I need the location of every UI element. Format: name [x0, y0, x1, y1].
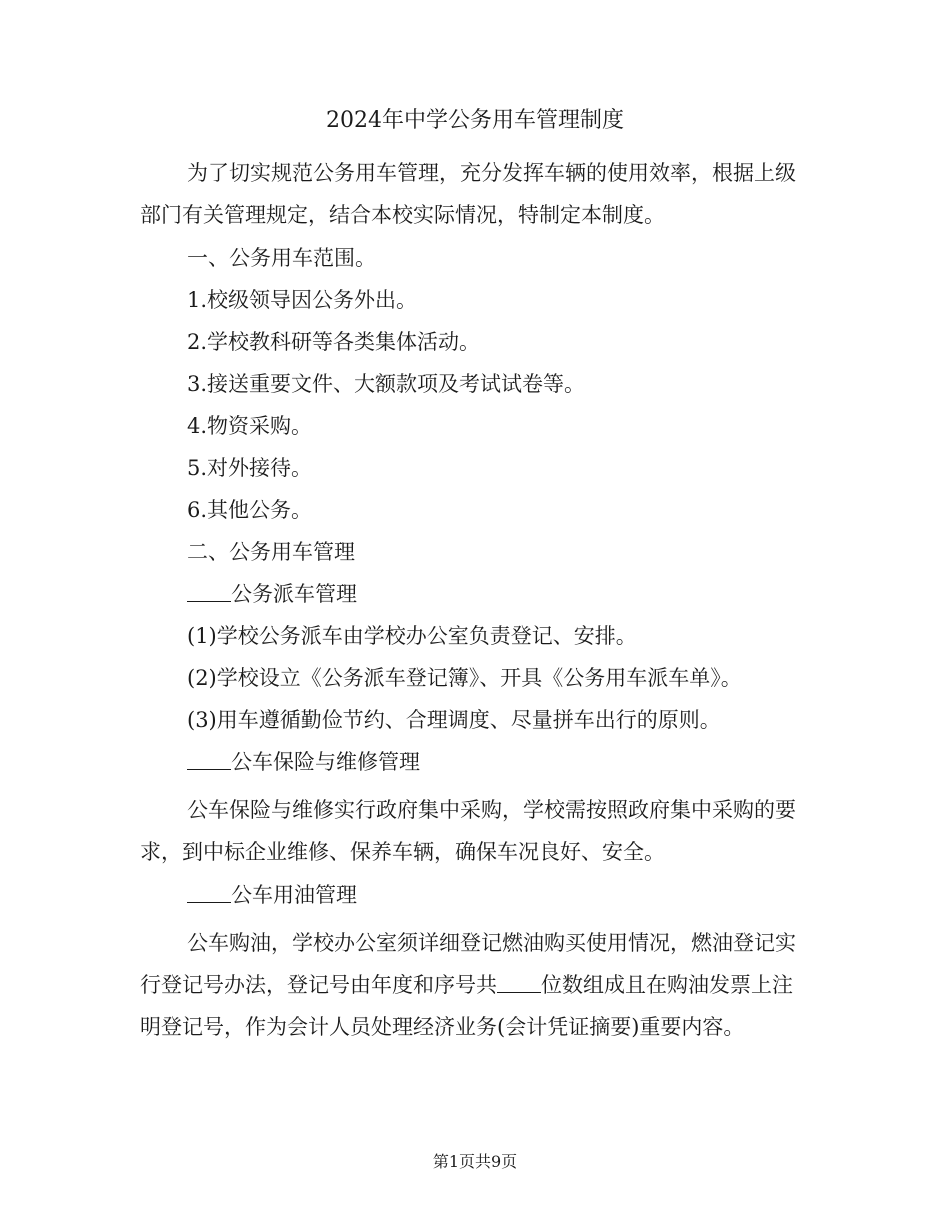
intro-paragraph: 为了切实规范公务用车管理，充分发挥车辆的使用效率，根据上级部门有关管理规定，结合本校实际情况，特制定本制度。 [140, 161, 796, 227]
section1-item-2: 2.学校教科研等各类集体活动。 [187, 330, 481, 354]
sub2-heading-line [140, 747, 805, 778]
sub3-heading: 公车用油管理 [231, 883, 357, 907]
section1-item-3: 3.接送重要文件、大额款项及考试试卷等。 [187, 372, 586, 396]
blank-underline [497, 970, 541, 993]
sub1-item-3: (3)用车遵循勤俭节约、合理调度、尽量拼车出行的原则。 [187, 708, 721, 732]
section1-item-5: 5.对外接待。 [187, 456, 313, 480]
section1-item-6: 6.其他公务。 [187, 498, 313, 522]
sub3-heading-line [140, 880, 805, 911]
sub3-paragraph [140, 922, 805, 1048]
sub1-item-2: (2)学校设立《公务派车登记簿》、开具《公务用车派车单》。 [187, 666, 742, 690]
document-title: 2024年中学公务用车管理制度 [326, 108, 624, 133]
sub3-text-b: 位数组成且在购油发票上注明登记号，作为会计人员处理经济业务(会计凭证摘要)重要内容。 [140, 973, 793, 1039]
blank-underline [187, 880, 231, 903]
sub3-text-a: 公车购油，学校办公室须详细登记燃油购买使用情况，燃油登记实行登记号办法，登记号由年度和序号共 [140, 931, 796, 997]
blank-underline [187, 747, 231, 770]
section2-heading: 二、公务用车管理 [187, 540, 355, 564]
sub1-heading: 公务派车管理 [231, 582, 357, 606]
sub2-paragraph: 公车保险与维修实行政府集中采购，学校需按照政府集中采购的要求，到中标企业维修、保养车辆，确保车况良好、安全。 [140, 798, 796, 864]
sub1-item-1: (1)学校公务派车由学校办公室负责登记、安排。 [187, 624, 637, 648]
document-body [140, 152, 805, 1048]
sub2-heading: 公车保险与维修管理 [231, 750, 420, 774]
section1-heading: 一、公务用车范围。 [187, 246, 376, 270]
sub1-heading-line [140, 579, 805, 610]
page-footer: 第1页共9页 [432, 1152, 518, 1171]
section1-item-4: 4.物资采购。 [187, 414, 313, 438]
blank-underline [187, 579, 231, 602]
section1-item-1: 1.校级领导因公务外出。 [187, 288, 418, 312]
